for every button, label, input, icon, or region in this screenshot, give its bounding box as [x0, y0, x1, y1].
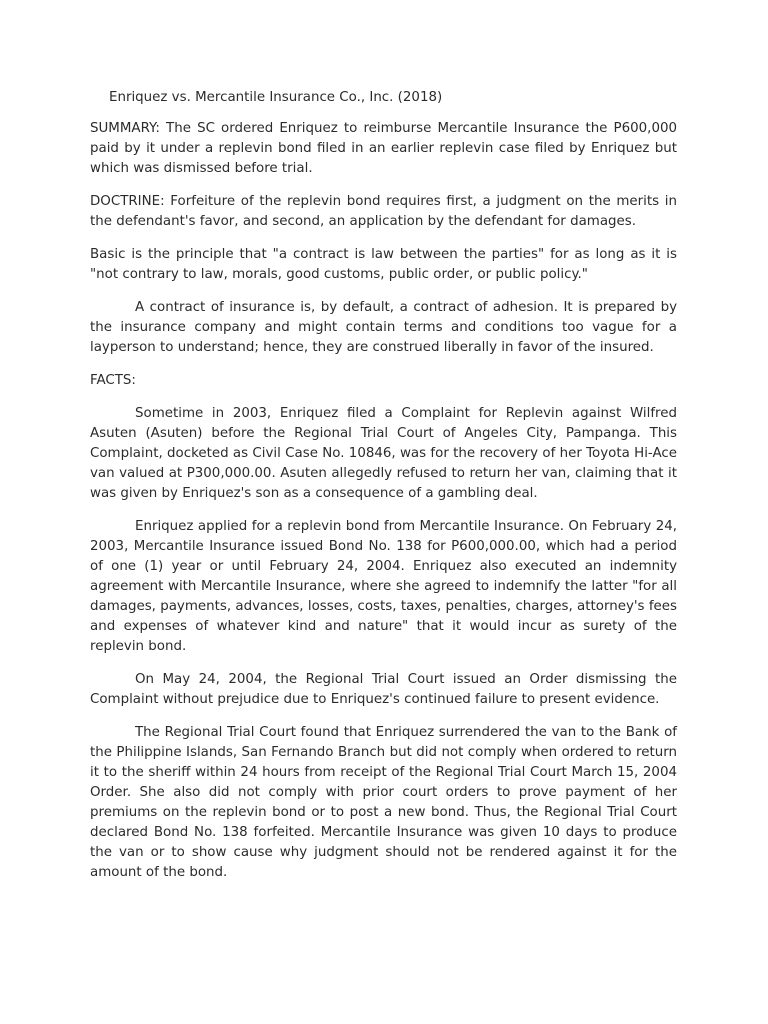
document-page: [90, 88, 677, 896]
facts-paragraph-1: Sometime in 2003, Enriquez filed a Complaint for Replevin against Wilfred Asuten (Asuten) before the Regional Trial Court of Angeles City, Pampanga. This Complaint, docketed as Civil Case No. 10846, was for the recovery of her Toyota Hi-Ace van valued at P300,000.00. Asuten allegedly refused to return her van, claiming that it was given by Enriquez's son as a consequence of a gambling deal.: [90, 406, 677, 501]
facts-heading: FACTS:: [90, 373, 136, 388]
summary-paragraph: SUMMARY: The SC ordered Enriquez to reimburse Mercantile Insurance the P600,000 paid by it under a replevin bond filed in an earlier replevin case filed by Enriquez but which was dismissed before trial.: [90, 121, 677, 176]
doctrine-paragraph: DOCTRINE: Forfeiture of the replevin bond requires first, a judgment on the merits in the defendant's favor, and second, an application by the defendant for damages.: [90, 194, 677, 229]
document-title: Enriquez vs. Mercantile Insurance Co., Inc. (2018): [109, 90, 443, 105]
facts-paragraph-2: Enriquez applied for a replevin bond from Mercantile Insurance. On February 24, 2003, Mercantile Insurance issued Bond No. 138 for P600,000.00, which had a period of one (1) year or until February 24, 2004. Enriquez also executed an indemnity agreement with Mercantile Insurance, where she agreed to indemnify the latter "for all damages, payments, advances, losses, costs, taxes, penalties, charges, attorney's fees and expenses of whatever kind and nature" that it would incur as surety of the replevin bond.: [90, 519, 677, 654]
facts-paragraph-3: On May 24, 2004, the Regional Trial Court issued an Order dismissing the Complaint without prejudice due to Enriquez's continued failure to present evidence.: [90, 672, 677, 707]
principle-paragraph: Basic is the principle that "a contract is law between the parties" for as long as it is "not contrary to law, morals, good customs, public order, or public policy.": [90, 247, 677, 282]
insurance-adhesion-paragraph: A contract of insurance is, by default, a contract of adhesion. It is prepared by the insurance company and might contain terms and conditions too vague for a layperson to understand; hence, they are construed liberally in favor of the insured.: [90, 300, 677, 355]
facts-paragraph-4: The Regional Trial Court found that Enriquez surrendered the van to the Bank of the Philippine Islands, San Fernando Branch but did not comply when ordered to return it to the sheriff within 24 hours from receipt of the Regional Trial Court March 15, 2004 Order. She also did not comply with prior court orders to prove payment of her premiums on the replevin bond or to post a new bond. Thus, the Regional Trial Court declared Bond No. 138 forfeited. Mercantile Insurance was given 10 days to produce the van or to show cause why judgment should not be rendered against it for the amount of the bond.: [90, 725, 677, 880]
